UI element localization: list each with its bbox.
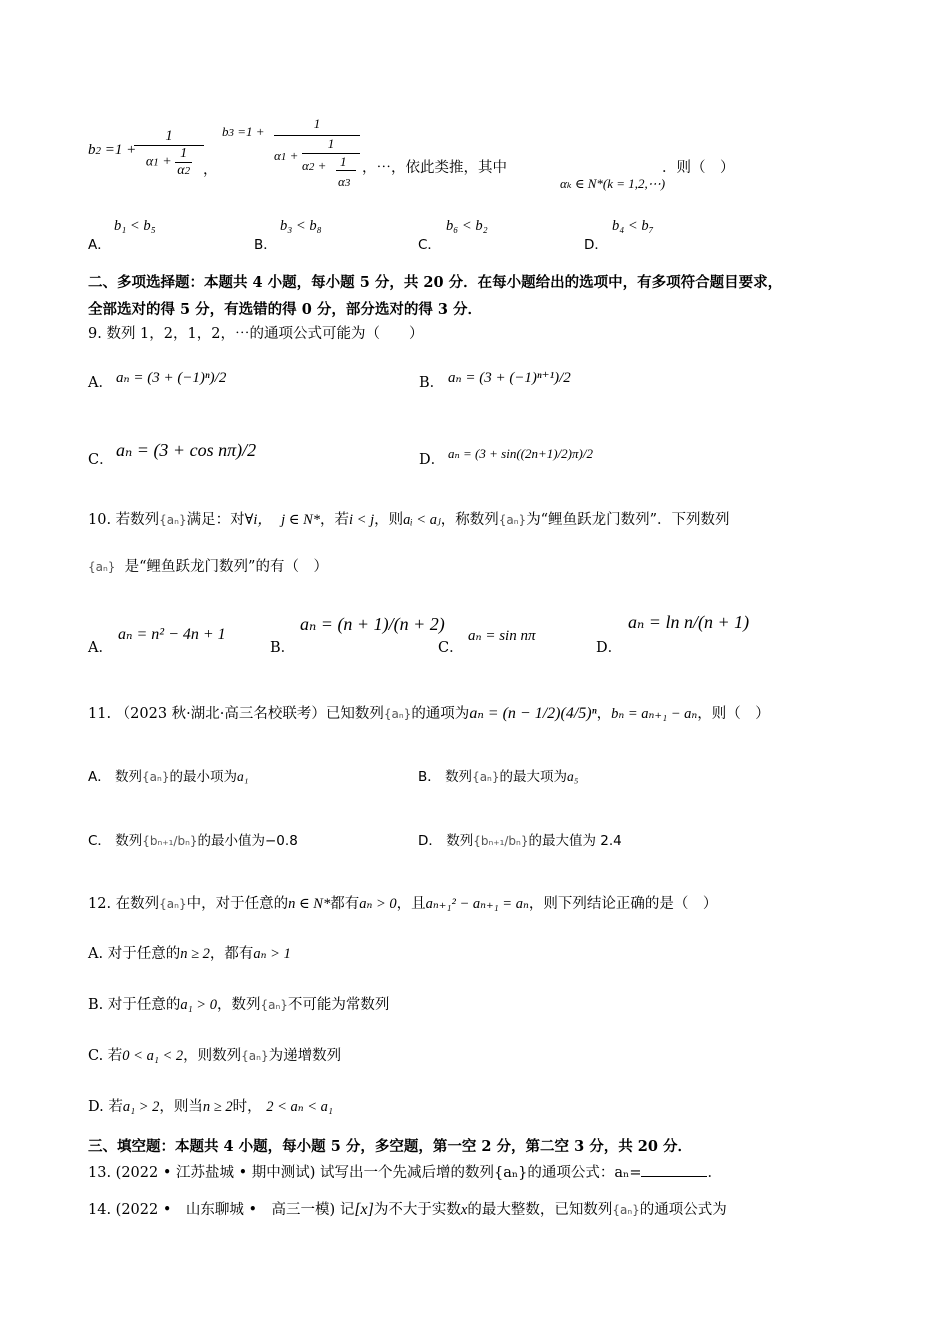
q10-stem-part: ，称数列 <box>440 512 499 528</box>
q14-part: 为不大于实数 <box>373 1202 461 1218</box>
q12-option-math: a₁ > 2 <box>122 1099 160 1115</box>
q8-mid-text: ，⋯，依此类推，其中 <box>362 160 507 176</box>
q8-end-text: ．则（ ） <box>662 160 735 176</box>
q11-option-a-tail: 的最小项为 <box>169 769 237 785</box>
q11-option-d-tail: 的最大值为 2.4 <box>528 833 622 849</box>
q10-seq-symbol: {aₙ} <box>498 513 527 527</box>
q11-option-b-tail: 的最大项为 <box>499 769 567 785</box>
q10-stem-line1 <box>88 508 730 529</box>
q13-text: 13. (2022 • 江苏盐城 • 期中测试) 试写出一个先减后增的数列{aₙ}的通项公式：aₙ= <box>88 1165 642 1181</box>
q10-seq-symbol: {aₙ} <box>88 560 116 574</box>
q8-option-a-label: A． <box>88 237 111 253</box>
q11-stem <box>88 702 770 723</box>
q8-option-b-expr: b₃ < b₈ <box>280 218 322 234</box>
q11-option-a-val: a₁ <box>236 769 249 784</box>
q12-option-math: aₙ > 1 <box>253 946 291 962</box>
q11-seq-symbol: {aₙ} <box>383 707 412 721</box>
q11-option-a-text: 数列 <box>115 769 143 785</box>
q14-part: 14. (2022 • 山东聊城 • 高三一模) 记 <box>88 1202 355 1218</box>
q11-option-d-text: 数列 <box>446 833 474 849</box>
q11-formula: aₙ = (n − 1/2)(4/5)ⁿ <box>469 705 597 722</box>
q11-option-b-text: 数列 <box>445 769 473 785</box>
q8-option-d-expr: b₄ < b₇ <box>612 218 654 234</box>
q12-option-math: {aₙ} <box>260 998 288 1012</box>
q11-stem-a: 11. （2023 秋·湖北·高三名校联考）已知数列 <box>88 706 384 722</box>
q12-n-in-n: n ∈ N* <box>288 896 331 912</box>
section3-heading: 三、填空题：本题共 4 小题，每小题 5 分，多空题，第一空 2 分，第二空 3 分，共 20 分． <box>88 1138 693 1155</box>
section2-heading-line1: 二、多项选择题：本题共 4 小题，每小题 5 分，共 20 分．在每小题给出的选项中，有多项符合题目要求， <box>88 274 783 291</box>
q10-option-d-label: D． <box>596 640 623 656</box>
q11-option-c <box>88 829 298 849</box>
q12-option-part: ，则数列 <box>183 1048 242 1064</box>
q12-option-a <box>88 942 291 963</box>
q10-option-d-expr: aₙ = ln n/(n + 1) <box>628 612 750 632</box>
q11-option-d-seq: {bₙ₊₁/bₙ} <box>473 834 529 848</box>
q8-option-b-label: B． <box>254 237 277 253</box>
q12-option-part: ，数列 <box>216 997 261 1013</box>
q12-stem-part: 中，对于任意的 <box>186 896 289 912</box>
q10-line2-text: 是“鲤鱼跃龙门数列”的有（ ） <box>124 559 328 575</box>
q10-option-a-expr: aₙ = n² − 4n + 1 <box>118 626 226 643</box>
q12-option-part: ，都有 <box>209 946 254 962</box>
q11-stem-b: 的通项为 <box>411 706 470 722</box>
q8-option-d-label: D． <box>584 237 608 253</box>
q11-option-b-seq: {aₙ} <box>472 770 500 784</box>
q10-i-lt-j: i < j <box>349 512 375 528</box>
q8-option-c-label: C． <box>418 237 441 253</box>
q12-option-part: 为递增数列 <box>268 1048 342 1064</box>
q11-sep: ， <box>596 706 612 722</box>
q10-stem-part: 10. 若数列 <box>88 512 160 528</box>
q12-option-d <box>88 1095 333 1116</box>
q10-ai-lt-aj: aᵢ < aⱼ <box>403 512 441 528</box>
q11-option-a-label: A． <box>88 769 111 785</box>
q11-option-d <box>418 829 622 849</box>
q12-stem-part: 12. 在数列 <box>88 896 160 912</box>
q11-option-b <box>418 765 578 785</box>
q9-option-a-expr: aₙ = (3 + (−1)ⁿ)/2 <box>116 370 227 386</box>
q14-line <box>88 1198 727 1219</box>
q12-option-part: A. 对于任意的 <box>88 946 181 962</box>
q12-an-gt-0: aₙ > 0 <box>359 896 397 912</box>
q12-stem-part: ，则下列结论正确的是（ ） <box>528 896 718 912</box>
q10-option-b-label: B． <box>270 640 296 656</box>
q12-option-part: B. 对于任意的 <box>88 997 181 1013</box>
q9-option-d-label: D． <box>419 452 446 468</box>
q11-option-c-seq: {bₙ₊₁/bₙ} <box>142 834 198 848</box>
q10-seq-symbol: {aₙ} <box>159 513 187 527</box>
q12-option-part: 不可能为常数列 <box>287 997 390 1013</box>
q11-option-b-val: a₅ <box>566 769 579 784</box>
q10-stem-part: ，若 <box>320 512 350 528</box>
q10-stem-part: 满足：对 <box>186 512 245 528</box>
q8-condition: αₖ ∈ N*(k = 1,2,⋯) <box>560 176 666 191</box>
q10-stem-line2 <box>88 555 328 576</box>
q12-option-math: 0 < a₁ < 2 <box>122 1048 184 1064</box>
q12-option-c <box>88 1044 341 1065</box>
q10-stem-part: ，则 <box>374 512 404 528</box>
q11-option-a <box>88 765 248 785</box>
q13-end: ． <box>707 1165 722 1181</box>
q12-option-math: {aₙ} <box>241 1049 269 1063</box>
q12-stem-part: 都有 <box>330 896 360 912</box>
q13-answer-blank[interactable] <box>641 1162 707 1177</box>
q14-part: 的最大整数，已知数列 <box>467 1202 613 1218</box>
q11-option-d-label: D． <box>418 833 442 849</box>
q12-recurrence: aₙ₊₁² − aₙ₊₁ = aₙ <box>425 896 529 912</box>
q12-seq-symbol: {aₙ} <box>159 897 187 911</box>
q9-option-d-expr: aₙ = (3 + sin((2n+1)/2)π)/2 <box>448 446 593 461</box>
q12-option-math: n ≥ 2 <box>180 946 210 962</box>
q8-comma-1: ， <box>203 162 218 178</box>
q8-option-a-expr: b₁ < b₅ <box>114 218 156 234</box>
q9-option-a-label: A． <box>88 375 113 391</box>
q12-option-part: ，则当 <box>159 1099 203 1115</box>
q10-stem-part: 为“鲤鱼跃龙门数列”．下列数列 <box>526 512 730 528</box>
q11-option-c-tail: 的最小值为−0.8 <box>197 833 298 849</box>
q12-option-math: n ≥ 2 <box>202 1099 233 1115</box>
q10-option-b-expr: aₙ = (n + 1)/(n + 2) <box>300 614 445 634</box>
q9-option-c-label: C． <box>88 452 114 468</box>
q8-option-c-expr: b₆ < b₂ <box>446 218 488 234</box>
q11-option-a-seq: {aₙ} <box>142 770 170 784</box>
q12-option-part: D. 若 <box>88 1099 123 1115</box>
section2-heading-line2: 全部选对的得 5 分，有选错的得 0 分，部分选对的得 3 分． <box>88 301 483 318</box>
q10-j-in-n: j ∈ N* <box>281 512 321 528</box>
q12-option-part: 时， <box>232 1099 262 1115</box>
q14-part: 的通项公式为 <box>639 1202 727 1218</box>
q10-forall: ∀i， <box>244 512 272 528</box>
q12-option-math: 2 < aₙ < a₁ <box>266 1099 333 1115</box>
q12-stem <box>88 892 717 913</box>
q11-stem-c: ，则（ ） <box>697 706 770 722</box>
q10-option-c-label: C． <box>438 640 464 656</box>
q9-option-b-label: B． <box>419 375 445 391</box>
q14-floor-x: [x] <box>354 1201 374 1218</box>
q14-x: x <box>460 1202 468 1218</box>
q9-stem: 9. 数列 1，2，1，2，⋯的通项公式可能为（ ） <box>88 326 424 342</box>
q14-seq-symbol: {aₙ} <box>612 1203 640 1217</box>
q11-option-b-label: B． <box>418 769 441 785</box>
q10-option-c-expr: aₙ = sin nπ <box>468 628 536 644</box>
q11-option-c-label: C． <box>88 833 111 849</box>
q12-option-math: a₁ > 0 <box>180 997 217 1013</box>
q11-bn: bₙ = aₙ₊₁ − aₙ <box>611 706 698 722</box>
q9-option-c-expr: aₙ = (3 + cos nπ)/2 <box>116 440 257 460</box>
q12-option-part: C. 若 <box>88 1048 123 1064</box>
q10-option-a-label: A． <box>88 640 113 656</box>
q12-option-b <box>88 993 389 1014</box>
q11-option-c-text: 数列 <box>115 833 143 849</box>
q9-option-b-expr: aₙ = (3 + (−1)ⁿ⁺¹)/2 <box>448 370 571 386</box>
q13-line <box>88 1161 722 1182</box>
q12-stem-part: ，且 <box>396 896 426 912</box>
